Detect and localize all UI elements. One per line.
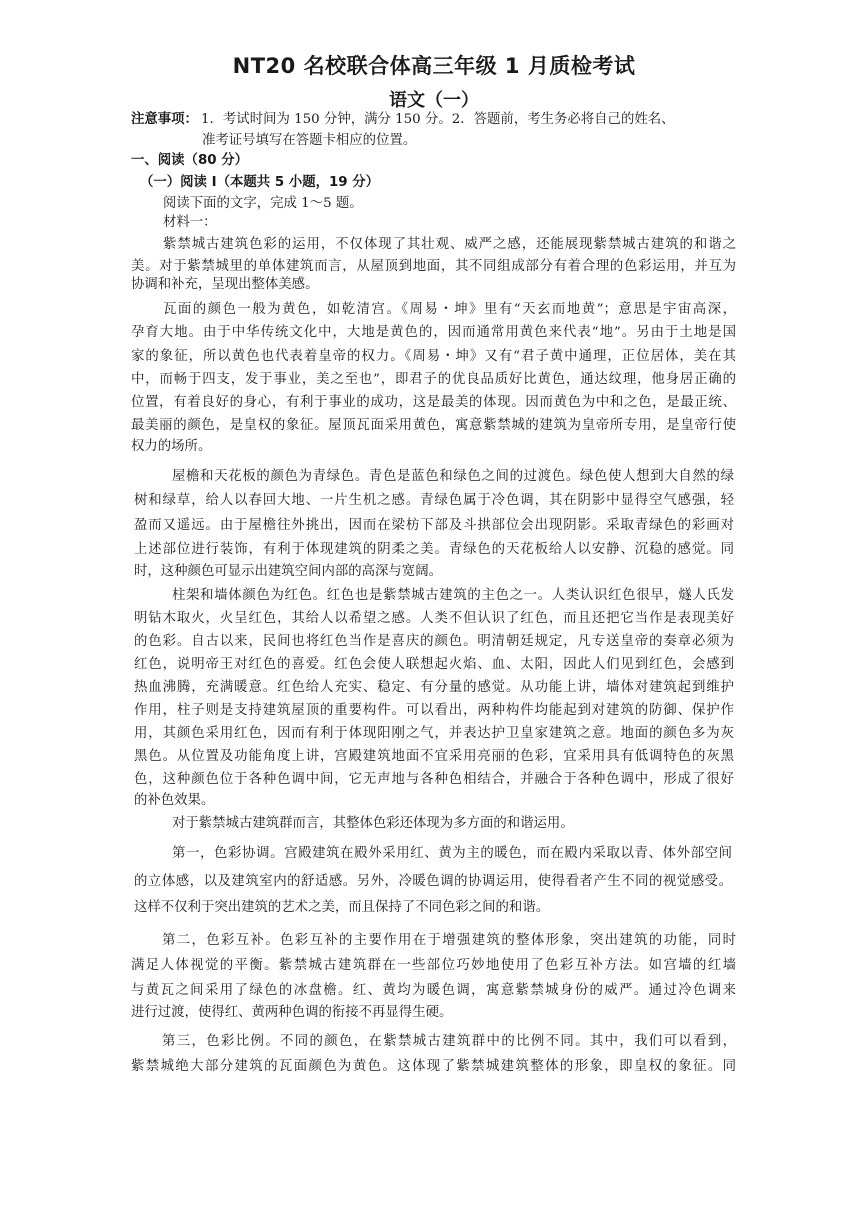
- notice-label: 注意事项：: [131, 112, 198, 127]
- paragraph-line: 权力的场所。: [131, 439, 212, 454]
- notice-line-1: 1．考试时间为 150 分钟，满分 150 分。2．答题前，考生务必将自己的姓名、: [201, 112, 675, 127]
- paragraph-line: 第一，色彩协调。宫殿建筑在殿外采用红、黄为主的暖色，而在殿内采取以青、体外部空间: [172, 846, 732, 861]
- paragraph-line: 最美丽的颜色，是皇权的象征。屋顶瓦面采用黄色，寓意紫禁城的建筑为皇帝所专用，是皇帝行使: [131, 418, 736, 433]
- paragraph-line: 紫禁城绝大部分建筑的瓦面颜色为黄色。这体现了紫禁城建筑整体的形象，即皇权的象征。同: [131, 1059, 736, 1074]
- section-heading: 一、阅读（80 分）: [131, 153, 249, 168]
- paragraph-line: 家的象征，所以黄色也代表着皇帝的权力。《周易・坤》又有“君子黄中通理，正位居体，美在其: [131, 349, 736, 364]
- paragraph-line: 用，其颜色采用红色，因而有利于体现阳刚之气，并表达护卫皇家建筑之意。地面的颜色多为灰: [134, 726, 734, 741]
- paragraph-line: 紫禁城古建筑色彩的运用，不仅体现了其壮观、威严之感，还能展现紫禁城古建筑的和谐之: [163, 237, 736, 252]
- paragraph-line: 第三，色彩比例。不同的颜色，在紫禁城古建筑群中的比例不同。其中，我们可以看到，: [162, 1034, 736, 1049]
- paragraph-line: 黑色。从位置及功能角度上讲，宫殿建筑地面不宜采用亮丽的色彩，宜采用具有低调特色的灰黑: [134, 749, 734, 764]
- paragraph-line: 这样不仅利于突出建筑的艺术之美，而且保持了不同色彩之间的和谐。: [134, 900, 550, 915]
- paragraph-line: 孕育大地。由于中华传统文化中，大地是黄色的，因而通常用黄色来代表“地”。另由于土地是国: [131, 325, 736, 340]
- notice-line-2: 准考证号填写在答题卡相应的位置。: [202, 133, 417, 148]
- paragraph-line: 作用，柱子则是支持建筑屋顶的重要构件。可以看出，两种构件均能起到对建筑的防御、保护作: [134, 703, 734, 718]
- paragraph-line: 树和绿草，给人以春回大地、一片生机之感。青绿色属于冷色调，其在阴影中显得空气感强，轻: [134, 493, 734, 508]
- paragraph-line: 满足人体视觉的平衡。紫禁城古建筑群在一些部位巧妙地使用了色彩互补方法。如宫墙的红墙: [131, 958, 736, 973]
- paragraph-line: 的补色效果。: [134, 793, 215, 808]
- paragraph-line: 柱架和墙体颜色为红色。红色也是紫禁城古建筑的主色之一。人类认识红色很早，燧人氏发: [172, 588, 734, 603]
- paragraph-line: 红色，说明帝王对红色的喜爱。红色会使人联想起火焰、血、太阳，因此人们见到红色，会感到: [134, 657, 734, 672]
- paragraph-line: 上述部位进行装饰，有利于体现建筑的阴柔之美。青绿色的天花板给人以安静、沉稳的感觉。同: [134, 542, 734, 557]
- paragraph-line: 进行过渡，使得红、黄两种色调的衔接不再显得生硬。: [131, 1005, 453, 1020]
- paragraph-line: 的立体感，以及建筑室内的舒适感。另外，冷暖色调的协调运用，使得看者产生不同的视觉感受。: [134, 874, 732, 889]
- paragraph-line: 第二，色彩互补。色彩互补的主要作用在于增强建筑的整体形象，突出建筑的功能，同时: [162, 933, 736, 948]
- paragraph-line: 对于紫禁城古建筑群而言，其整体色彩还体现为多方面的和谐运用。: [172, 816, 574, 831]
- paragraph-line: 与黄瓦之间采用了绿色的冰盘檐。红、黄均为暖色调，寓意紫禁城身份的威严。通过冷色调来: [131, 983, 736, 998]
- paragraph-line: 屋檐和天花板的颜色为青绿色。青色是蓝色和绿色之间的过渡色。绿色使人想到大自然的绿: [172, 469, 734, 484]
- paragraph-line: 瓦面的颜色一般为黄色，如乾清宫。《周易・坤》里有“天玄而地黄”；意思是宇宙高深，: [163, 302, 736, 317]
- paragraph-line: 时，这种颜色可显示出建筑空间内部的高深与宽阔。: [134, 564, 442, 579]
- exam-subtitle: 语文（一）: [389, 90, 479, 111]
- paragraph-line: 明钻木取火，火呈红色，其给人以希望之感。人类不但认识了红色，而且还把它当作是表现美好: [134, 611, 734, 626]
- paragraph-line: 协调和补充，呈现出整体美感。: [131, 277, 319, 292]
- section-subheading: （一）阅读 I（本题共 5 小题，19 分）: [140, 175, 380, 190]
- paragraph-line: 色，这种颜色位于各种色调中间，它无声地与各种色相结合，并融合于各种色调中，形成了很好: [134, 772, 734, 787]
- paragraph-line: 美。对于紫禁城里的单体建筑而言，从屋顶到地面，其不同组成部分有着合理的色彩运用，并互为: [131, 259, 736, 274]
- paragraph-line: 中，而畅于四支，发于事业，美之至也”，即君子的优良品质好比黄色，通达纹理，他身居正确的: [131, 372, 736, 387]
- paragraph-line: 热血沸腾，充满暖意。红色给人充实、稳定、有分量的感觉。从功能上讲，墙体对建筑起到维护: [134, 680, 734, 695]
- paragraph-line: 盈而又遥远。由于屋檐往外挑出，因而在梁枋下部及斗拱部位会出现阴影。采取青绿色的彩画对: [134, 518, 734, 533]
- paragraph-line: 的色彩。自古以来，民间也将红色当作是喜庆的颜色。明清朝廷规定，凡专送皇帝的奏章必须为: [134, 634, 734, 649]
- material-label: 材料一：: [163, 215, 217, 230]
- exam-title: NT20 名校联合体高三年级 1 月质检考试: [232, 54, 636, 78]
- instruction-text: 阅读下面的文字，完成 1～5 题。: [163, 196, 363, 211]
- paragraph-line: 位置，有着良好的身心，有利于事业的成功，这是最美的体现。因而黄色为中和之色，是最正统、: [131, 395, 736, 410]
